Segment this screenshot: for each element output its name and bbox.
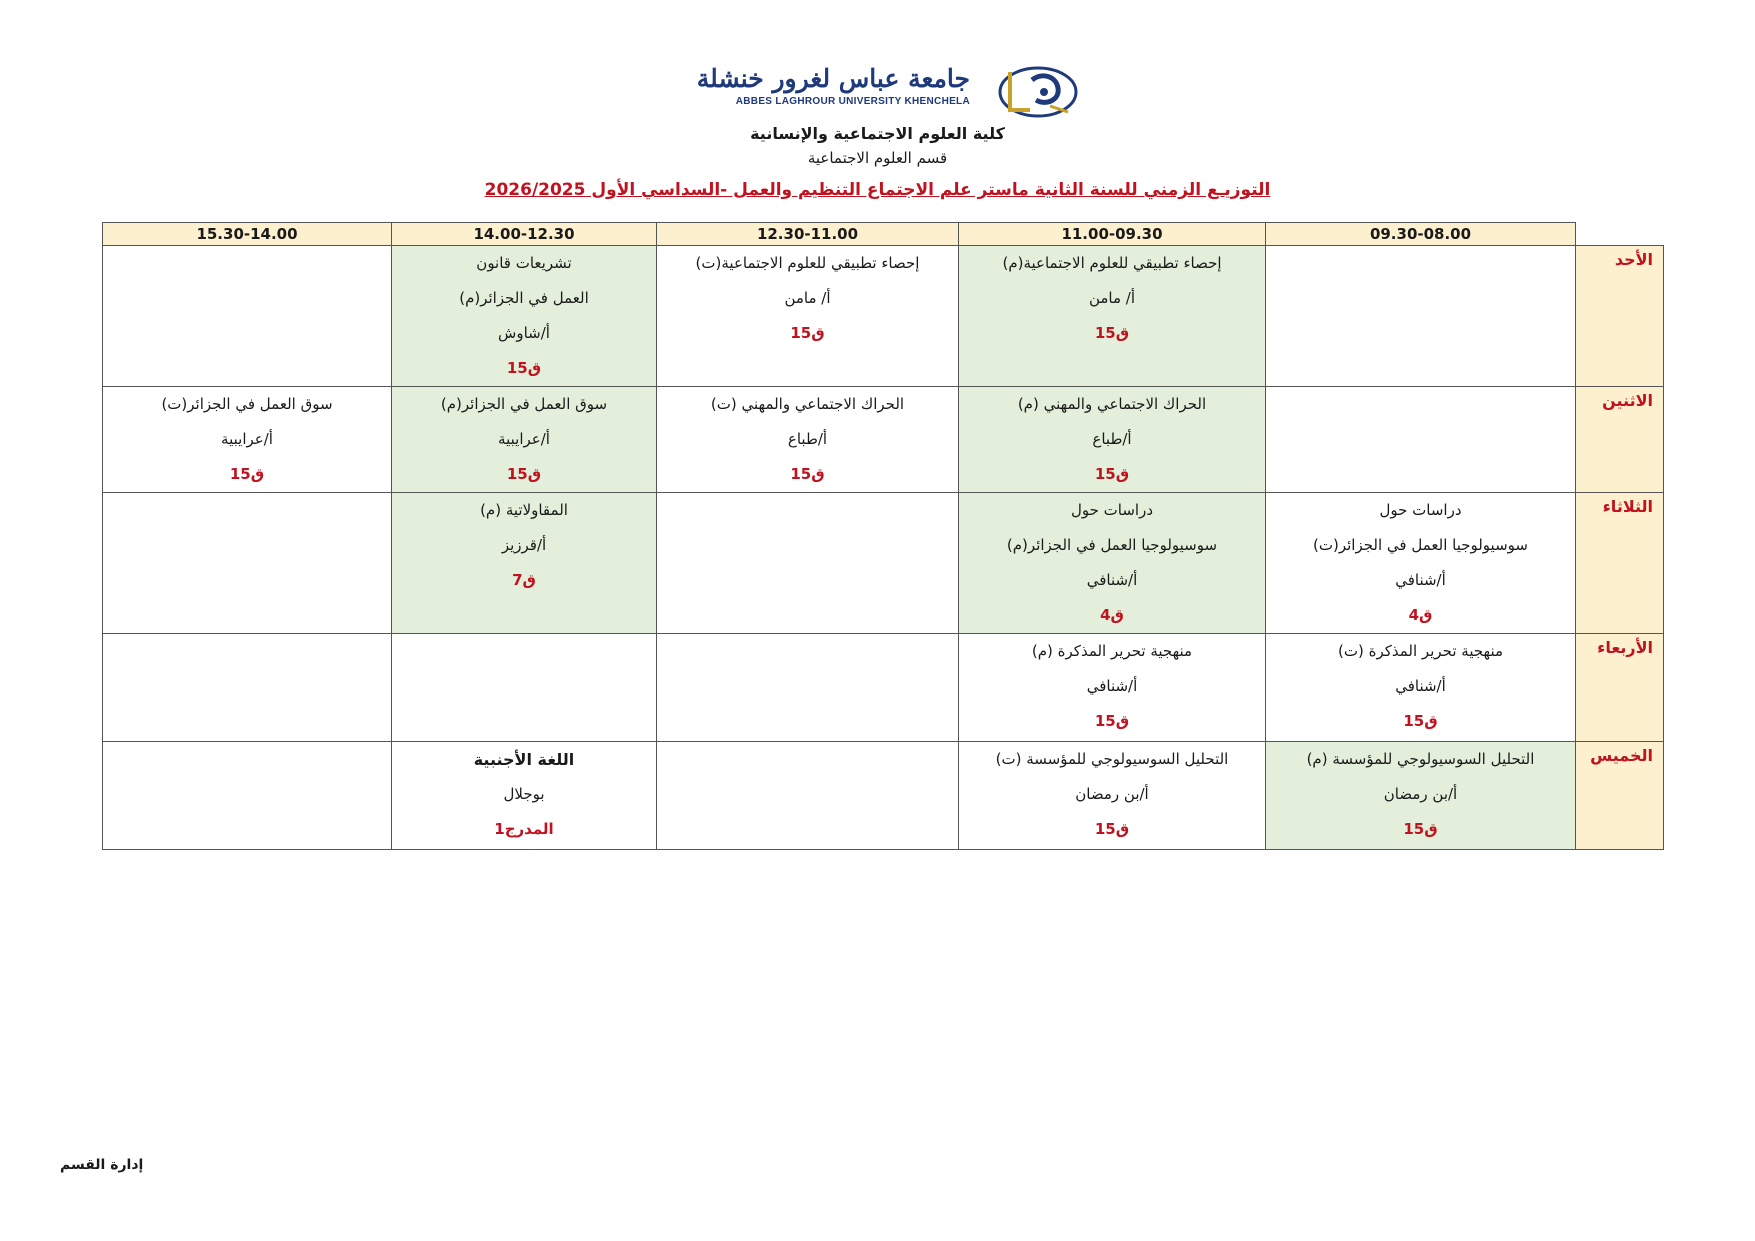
- schedule-cell: [392, 634, 657, 742]
- schedule-cell: [1266, 387, 1576, 493]
- course-name: الحراك الاجتماعي والمهني (م): [1017, 395, 1207, 413]
- course-name: إحصاء تطبيقي للعلوم الاجتماعية(م): [1002, 254, 1222, 272]
- course-detail: أ/عرايبية: [498, 430, 550, 448]
- course-detail: أ/شاوش: [498, 324, 550, 342]
- course-detail: أ/شنافي: [1395, 571, 1446, 589]
- department-name: قسم العلوم الاجتماعية: [807, 149, 948, 167]
- room-label: ق15: [790, 324, 825, 342]
- day-row: [103, 246, 1664, 387]
- schedule-cell: [1266, 634, 1576, 742]
- time-slot-header: 14.00-12.30: [392, 223, 657, 246]
- course-detail: أ/شنافي: [1086, 677, 1138, 695]
- schedule-cell: [959, 742, 1266, 850]
- room-label: ق15: [1094, 324, 1130, 342]
- room-label: ق15: [1094, 820, 1130, 838]
- course-detail: أ/عرايبية: [221, 430, 273, 448]
- course-detail: أ/طباع: [1092, 430, 1132, 448]
- course-detail: العمل في الجزائر(م): [459, 289, 589, 307]
- time-slot-header: 15.30-14.00: [103, 223, 392, 246]
- room-label: ق15: [790, 465, 825, 483]
- room-label: ق15: [1403, 712, 1438, 730]
- day-row: [103, 634, 1664, 742]
- course-detail: أ/شنافي: [1086, 571, 1138, 589]
- course-detail: بوجلال: [503, 785, 545, 803]
- course-detail: أ/شنافي: [1395, 677, 1446, 695]
- schedule-cell: [103, 634, 392, 742]
- day-label: الأحد: [1576, 246, 1664, 387]
- course-name: منهجية تحرير المذكرة (م): [1031, 642, 1193, 660]
- room-label: ق7: [512, 571, 536, 589]
- course-name: سوق العمل في الجزائر(م): [440, 395, 608, 413]
- schedule-cell: [959, 246, 1266, 387]
- schedule-cell: [1266, 742, 1576, 850]
- university-name-english: ABBES LAGHROUR UNIVERSITY KHENCHELA: [735, 96, 970, 107]
- schedule-cell: [103, 493, 392, 634]
- schedule-cell: [657, 493, 959, 634]
- timetable: [102, 222, 1664, 850]
- course-name: دراسات حول: [1379, 501, 1462, 519]
- schedule-cell: [657, 742, 959, 850]
- room-label: ق15: [506, 359, 542, 377]
- day-label: الثلاثاء: [1576, 493, 1664, 634]
- schedule-cell: [959, 493, 1266, 634]
- day-label: الخميس: [1576, 742, 1664, 850]
- schedule-cell: [103, 742, 392, 850]
- schedule-cell: [103, 387, 392, 493]
- schedule-title: التوزيـع الزمني للسنة الثانية ماستر علم الاجتماع التنظيم والعمل -السداسي الأول 2026/2025: [484, 180, 1271, 200]
- schedule-cell: [392, 387, 657, 493]
- course-detail: سوسيولوجيا العمل في الجزائر(ت): [1313, 536, 1528, 554]
- course-name: منهجية تحرير المذكرة (ت): [1338, 642, 1503, 660]
- room-label: ق15: [1403, 820, 1438, 838]
- course-name: دراسات حول: [1070, 501, 1154, 519]
- course-detail: أ/بن رمضان: [1075, 785, 1149, 803]
- room-label: ق15: [1094, 712, 1130, 730]
- day-label: الأربعاء: [1576, 634, 1664, 742]
- course-name: تشريعات قانون: [476, 254, 572, 272]
- room-label: ق4: [1408, 606, 1433, 624]
- room-label: ق15: [506, 465, 542, 483]
- course-name: سوق العمل في الجزائر(ت): [161, 395, 333, 413]
- day-row: [103, 742, 1664, 850]
- course-detail: أ/ مامن: [1088, 289, 1136, 307]
- faculty-name: كلية العلوم الاجتماعية والإنسانية: [750, 124, 1005, 143]
- schedule-cell: [392, 493, 657, 634]
- room-label: ق4: [1100, 606, 1124, 624]
- course-name: الحراك الاجتماعي والمهني (ت): [710, 395, 905, 413]
- schedule-cell: [103, 246, 392, 387]
- room-label: المدرج1: [494, 820, 554, 838]
- course-name: التحليل السوسيولوجي للمؤسسة (م): [1306, 750, 1535, 768]
- course-name: إحصاء تطبيقي للعلوم الاجتماعية(ت): [695, 254, 920, 272]
- time-slot-header: 11.00-09.30: [959, 223, 1266, 246]
- course-detail: أ/طباع: [787, 430, 828, 448]
- schedule-cell: [1266, 246, 1576, 387]
- schedule-cell: [959, 634, 1266, 742]
- day-row: [103, 387, 1664, 493]
- day-row: [103, 493, 1664, 634]
- room-label: ق15: [1094, 465, 1130, 483]
- time-slot-header: 12.30-11.00: [657, 223, 959, 246]
- course-name: التحليل السوسيولوجي للمؤسسة (ت): [995, 750, 1229, 768]
- schedule-cell: [657, 634, 959, 742]
- university-name-arabic: جامعة عباس لغرور خنشلة: [696, 64, 970, 93]
- course-name: اللغة الأجنبية: [473, 750, 575, 769]
- schedule-cell: [657, 387, 959, 493]
- footer-signature: إدارة القسم: [60, 1157, 144, 1173]
- corner-cell: [1576, 223, 1664, 246]
- room-label: ق15: [229, 465, 265, 483]
- schedule-cell: [657, 246, 959, 387]
- day-label: الاثنين: [1576, 387, 1664, 493]
- schedule-cell: [392, 246, 657, 387]
- time-slot-header: 09.30-08.00: [1266, 223, 1576, 246]
- course-detail: أ/بن رمضان: [1383, 785, 1458, 803]
- university-emblem-icon: [980, 62, 1080, 120]
- schedule-cell: [392, 742, 657, 850]
- schedule-cell: [1266, 493, 1576, 634]
- schedule-cell: [959, 387, 1266, 493]
- course-name: المقاولاتية (م): [480, 501, 568, 519]
- course-detail: سوسيولوجيا العمل في الجزائر(م): [1006, 536, 1218, 554]
- course-detail: أ/ مامن: [784, 289, 831, 307]
- time-header-row: [103, 223, 1664, 246]
- course-detail: أ/قرزيز: [501, 536, 547, 554]
- university-logo: [690, 62, 1080, 120]
